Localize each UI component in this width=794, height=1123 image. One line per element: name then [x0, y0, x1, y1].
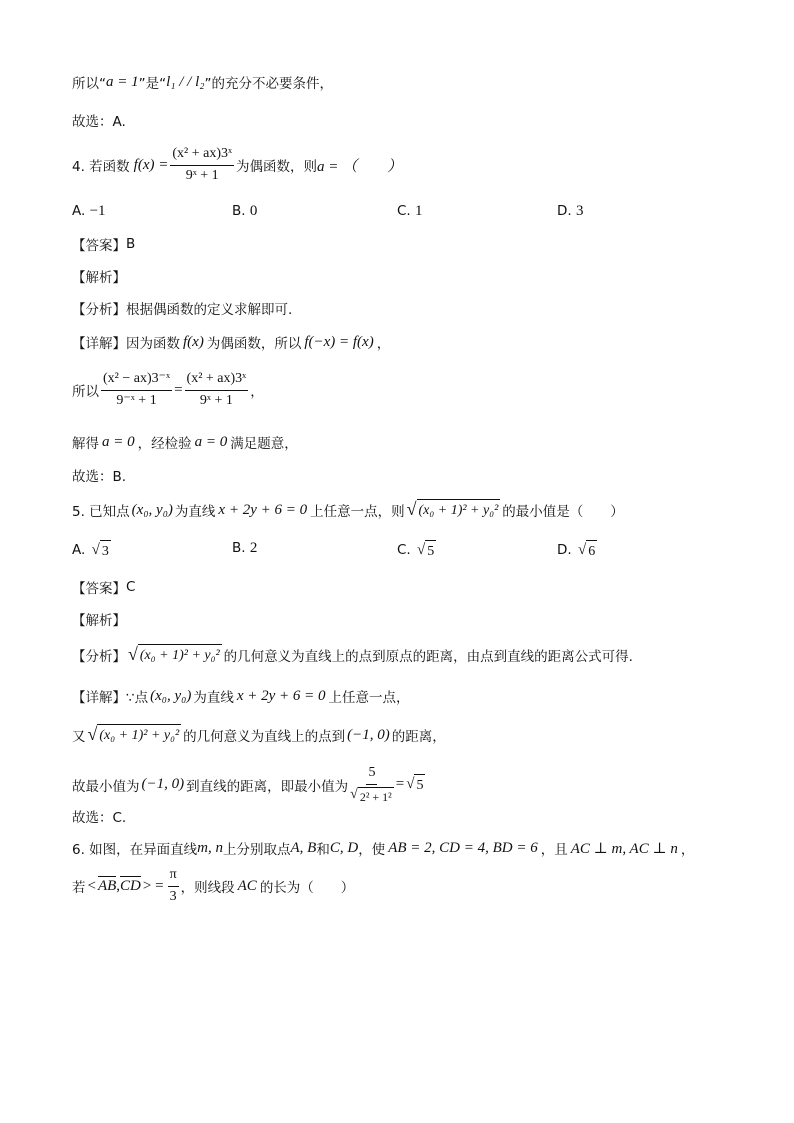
q5-stem: 5. 已知点 (x₀, y₀) 为直线 x + 2y + 6 = 0 上任意一点，则 √ (x₀ + 1)² + y₀² 的最小值是（ ）: [72, 499, 624, 520]
q5-option-d[interactable]: D. √ 6: [557, 540, 599, 562]
q4-xiangjie-1: 【详解】 因为函数 f(x) 为偶函数，所以 f(−x) = f(x) ，: [72, 333, 391, 352]
q4-option-b[interactable]: B. 0: [232, 203, 258, 219]
q5-answer: 【答案】 C: [72, 579, 136, 597]
q4-stem: 4. 若函数 f(x) = $\frac{\text{(x² + ax)3ˣ}}{\text{9ˣ + 1}}$ 为偶函数，则 a = （ ）: [72, 146, 403, 183]
q5-sqrt: √ (x₀ + 1)² + y₀²: [406, 499, 499, 519]
q5-option-c[interactable]: C. √ 5: [397, 540, 438, 562]
q5-option-b[interactable]: B. 2: [232, 540, 258, 556]
q5-xiangjie-1: 【详解】 ∵点 (x₀, y₀) 为直线 x + 2y + 6 = 0 上任意一点，: [72, 687, 410, 706]
q4-option-d[interactable]: D. 3: [557, 203, 584, 219]
q5-choice: 故选：C.: [72, 810, 127, 826]
vector-cd: CD: [120, 877, 141, 894]
q4-analysis-tag: 【解析】: [72, 270, 126, 286]
q5-xiangjie-3: 故最小值为 (−1, 0) 到直线的距离，即最小值为 5 √ 2² + 1² = √ 5: [72, 765, 424, 804]
q5-fenxi: 【分析】 √ (x₀ + 1)² + y₀² 的几何意义为直线上的点到原点的距离，由点到直线的距离公式可得.: [72, 644, 633, 665]
q5-xiangjie-2: 又 √ (x₀ + 1)² + y₀² 的几何意义为直线上的点到 (−1, 0) 的距离，: [72, 724, 446, 745]
q4-option-c[interactable]: C. 1: [397, 203, 423, 219]
q6-stem-1: 6. 如图，在异面直线 m, n 上分别取点 A, B 和 C, D ，使 AB = 2, CD = 4, BD = 6 ，且 AC ⊥ m, AC ⊥ n ，: [72, 839, 695, 858]
q4-fenxi: 【分析】 根据偶函数的定义求解即可.: [72, 302, 293, 318]
q4-fraction: $\frac{\text{(x² + ax)3ˣ}}{\text{9ˣ + 1}}$: [172, 146, 233, 183]
q4-option-a[interactable]: A. −1: [72, 203, 106, 219]
q5-option-a[interactable]: A. √ 3: [72, 540, 113, 562]
q4-choice: 故选：B.: [72, 469, 127, 485]
q5-analysis-tag: 【解析】: [72, 613, 126, 629]
q4-answer: 【答案】 B: [72, 236, 136, 254]
q6-stem-2: 若 < AB , CD > = $\frac{\pi}{3}$ ，则线段 AC 的长为（ ）: [72, 867, 355, 904]
prev-solution-choice: 故选：A.: [72, 114, 126, 130]
q4-xiangjie-2: 所以 $\frac{\text{(x² − ax)3⁻ˣ}}{\text{9⁻ˣ + 1}}$ = $\frac{\text{(x² + ax)3ˣ}}{\text{9ˣ + 1}}$ ，: [72, 371, 264, 408]
prev-solution-conclusion: 所以“ a = 1 ”是“ l₁ / / l₂ ”的充分不必要条件，: [72, 73, 333, 92]
q4-xiangjie-3: 解得 a = 0 ，经检验 a = 0 满足题意，: [72, 433, 298, 452]
vector-ab: AB: [97, 877, 117, 894]
